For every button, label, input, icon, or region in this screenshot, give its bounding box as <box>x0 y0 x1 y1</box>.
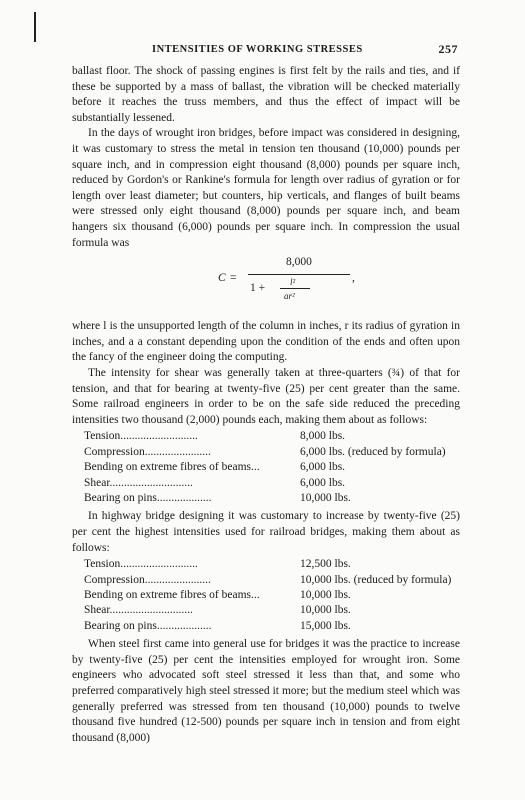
table-cell-label: Tension........................... <box>84 430 198 443</box>
formula-inner-denominator: ar² <box>284 291 295 302</box>
table-row <box>72 491 446 506</box>
table-cell-value: 15,000 lbs. <box>300 619 351 632</box>
paragraph-2: In the days of wrought iron bridges, before impact was considered in designing, it was customary to stress the metal in tension ten thousand (10,000) pounds per square inch, and in compression eight thousand (8,000) pounds per square inch, reduced by Gordon's or Rankine's formula for length over radius of gyration or for length over least diameter; but counters, hip verticals, and flanges of built beams were stressed only eight thousand (8,000) pounds per square inch, and beam hangers six thousand (6,000) pounds per square inch. In compression the usual formula was <box>72 127 460 249</box>
running-title: INTENSITIES OF WORKING STRESSES <box>152 44 363 55</box>
table-cell-value: 10,000 lbs. <box>300 588 351 601</box>
table-row <box>72 573 451 588</box>
paragraph-4: The intensity for shear was generally taken at three-quarters (¾) of that for tension, and that for bearing at twenty-five (25) per cent greater than the same. Some railroad engineers in order to be on the safe side reduced the preceding intensities two thousand (2,000) pounds each, making them about as follows: <box>72 366 460 426</box>
formula-comma: , <box>352 272 355 285</box>
table-row <box>72 603 451 618</box>
table-cell-value: 10,000 lbs. (reduced by formula) <box>300 573 452 586</box>
page-body <box>72 64 460 746</box>
table-cell-label: Compression....................... <box>84 445 211 458</box>
paragraph-6: When steel first came into general use for bridges it was the practice to increase by twenty-five (25) per cent the intensities employed for wrought iron. Some engineers who advocated soft steel stressed it less than that, and some who preferred comparatively high steel stressed it more; but the medium steel which was generally preferred was stressed from ten thousand (10,000) pounds to twelve thousand five hundred (12-500) pounds per square inch in tension and from eight thousand (8,000) <box>72 638 460 744</box>
table-cell-label: Tension........................... <box>84 558 198 571</box>
formula-equals: = <box>230 272 237 285</box>
table-row <box>72 476 446 491</box>
formula-inner-numerator: l² <box>290 277 296 288</box>
highway-stress-table <box>72 557 451 634</box>
gordon-rankine-formula <box>72 255 460 313</box>
table-cell-label: Compression....................... <box>84 573 211 586</box>
table-cell-label: Bearing on pins................... <box>84 619 212 632</box>
table-cell-value: 10,000 lbs. <box>300 604 351 617</box>
formula-lhs: C <box>218 272 226 285</box>
table-cell-label: Bending on extreme fibres of beams... <box>84 461 260 474</box>
table-cell-label: Bending on extreme fibres of beams... <box>84 588 260 601</box>
table-cell-value: 12,500 lbs. <box>300 558 351 571</box>
table-row <box>72 429 446 444</box>
table-cell-label: Bearing on pins................... <box>84 491 212 504</box>
table-cell-value: 6,000 lbs. <box>300 476 346 489</box>
railroad-stress-table <box>72 429 446 506</box>
table-cell-label: Shear............................. <box>84 476 193 489</box>
table-row <box>72 619 451 634</box>
table-row <box>72 588 451 603</box>
formula-denominator-one: 1 + <box>250 282 266 295</box>
formula-fraction-bar <box>248 274 350 275</box>
page-edge-mark <box>34 12 36 42</box>
table-cell-value: 6,000 lbs. <box>300 461 346 474</box>
table-row <box>72 445 446 460</box>
table-row <box>72 460 446 475</box>
table-cell-value: 8,000 lbs. <box>300 430 346 443</box>
paragraph-3: where l is the unsupported length of the column in inches, r its radius of gyration in inches, and a a constant depending upon the condition of the ends and often upon the fancy of the engineer doing the computing. <box>72 320 460 364</box>
table-cell-label: Shear............................. <box>84 604 193 617</box>
paragraph-1: ballast floor. The shock of passing engines is first felt by the rails and ties, and if these be supported by a mass of ballast, the vibration will be checked materially before it reaches the truss members, and thus the effect of impact will be substantially lessened. <box>72 65 460 124</box>
formula-numerator: 8,000 <box>286 256 312 269</box>
page-number: 257 <box>438 42 458 56</box>
table-cell-value: 6,000 lbs. (reduced by formula) <box>300 445 446 458</box>
table-row <box>72 557 451 572</box>
table-cell-value: 10,000 lbs. <box>300 491 351 504</box>
paragraph-5: In highway bridge designing it was customary to increase by twenty-five (25) per cent the highest intensities used for railroad bridges, making them about as follows: <box>72 510 460 554</box>
